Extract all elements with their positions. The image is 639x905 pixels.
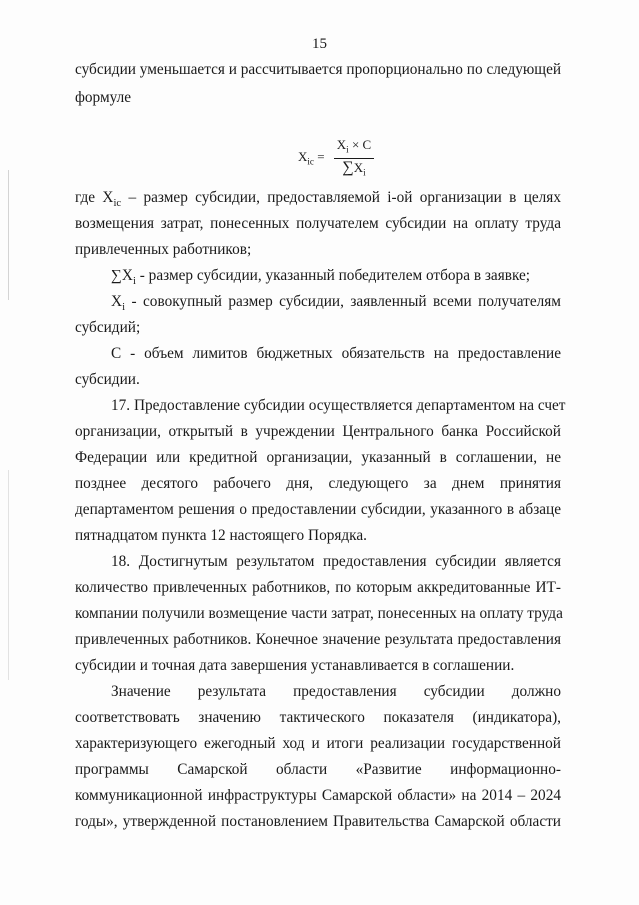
paragraph-17-line: пятнадцатом пункта 12 настоящего Порядка. <box>75 527 367 544</box>
paragraph-17-line: департаментом решения о предоставлении субсидии, указанного в абзаце <box>75 501 561 518</box>
text-line: формуле <box>75 89 132 106</box>
paragraph-19-line: характеризующего ежегодный ход и итоги реализации государственной <box>75 735 561 752</box>
paragraph-18-line: 18. Достигнутым результатом предоставления субсидии является <box>111 553 561 570</box>
text-line: субсидии. <box>75 371 140 388</box>
paragraph-17-line: организации, открытый в учреждении Центрального банка Российской <box>75 423 561 440</box>
text-line: привлеченных работников; <box>75 241 252 258</box>
text-line: $X_i$ - совокупный размер субсидии, заявленный всеми получателям <box>111 293 561 314</box>
subsidy-formula <box>298 138 388 178</box>
paragraph-18-line: количество привлеченных работников, по которым аккредитованные ИТ- <box>75 579 561 596</box>
formula-denominator: $\sum X_i$ <box>342 158 366 178</box>
paragraph-17-line: Федерации или кредитной организации, указанный в соглашении, не <box>75 449 561 466</box>
text-line: возмещения затрат, понесенных получателем субсидии на оплату труда <box>75 215 561 232</box>
paragraph-18-line: компании получили возмещение части затрат, понесенных на оплату труда <box>75 605 563 622</box>
scan-artifact-line <box>8 170 9 300</box>
paragraph-18-line: привлеченных работников. Конечное значение результата предоставления <box>75 631 561 648</box>
formula-fraction <box>334 138 374 181</box>
formula-lhs: $X_{ic}$ = <box>298 149 325 167</box>
scan-artifact-line <box>8 470 9 680</box>
paragraph-17-line: 17. Предоставление субсидии осуществляется департаментом на счет <box>111 397 566 414</box>
paragraph-19-line: годы», утвержденной постановлением Правительства Самарской области <box>75 813 561 830</box>
text-line: С - объем лимитов бюджетных обязательств на предоставление <box>111 345 561 362</box>
text-line: где $X_{ic}$ – размер субсидии, предоставляемой i-ой организации в целях <box>75 189 561 210</box>
paragraph-19-line: коммуникационной инфраструктуры Самарской области» на 2014 – 2024 <box>75 787 561 804</box>
text-line: субсидии уменьшается и рассчитывается пропорционально по следующей <box>75 61 562 78</box>
paragraph-17-line: позднее десятого рабочего дня, следующего за днем принятия <box>75 475 561 492</box>
paragraph-19-line: программы Самарской области «Развитие информационно- <box>75 761 561 778</box>
page-number: 15 <box>312 36 327 52</box>
paragraph-19-line: соответствовать значению тактического показателя (индикатора), <box>75 709 561 726</box>
paragraph-18-line: субсидии и точная дата завершения устанавливается в соглашении. <box>75 657 515 674</box>
formula-numerator: $X_i \times C$ <box>334 138 374 159</box>
paragraph-19-line: Значение результата предоставления субсидии должно <box>111 683 561 700</box>
text-line: $\sum X_i$ - размер субсидии, указанный победителем отбора в заявке; <box>111 267 531 288</box>
text-line: субсидий; <box>75 319 141 336</box>
